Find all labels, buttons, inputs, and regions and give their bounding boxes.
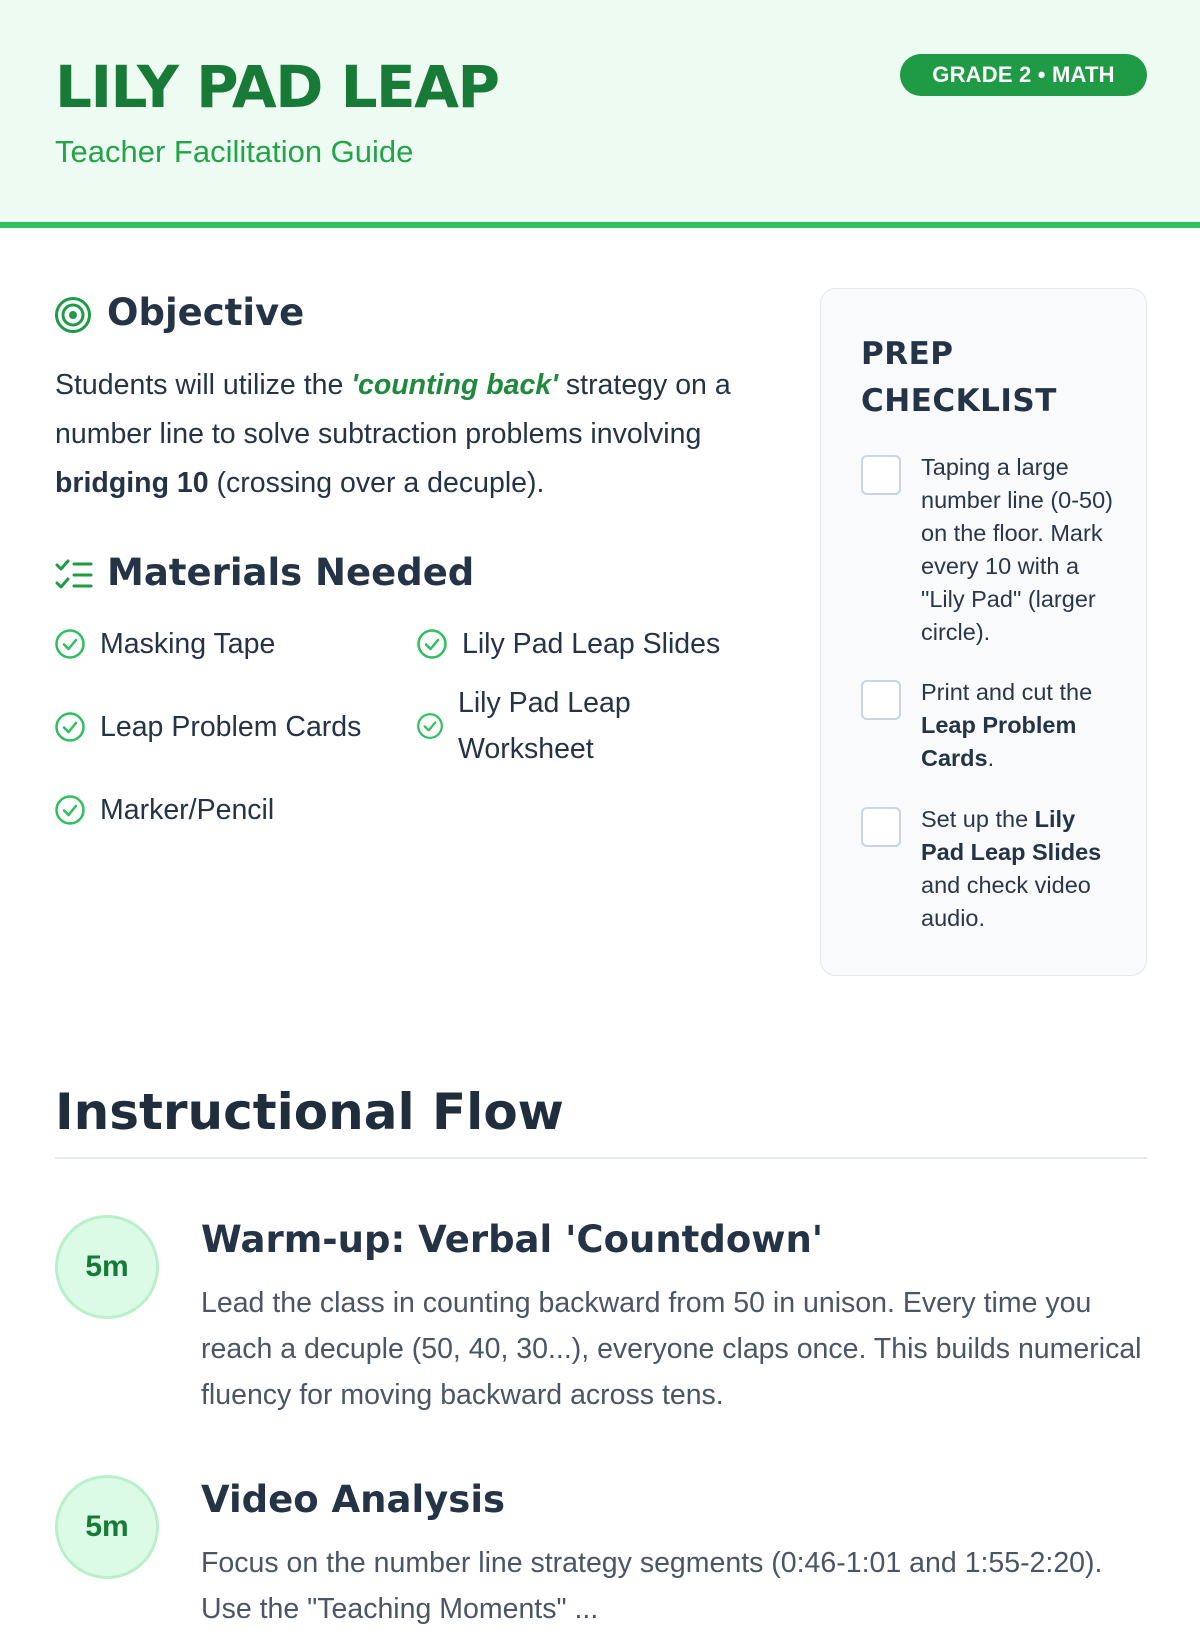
material-item: Lily Pad Leap Slides	[416, 621, 720, 667]
divider	[55, 1157, 1147, 1159]
prep-checklist-card	[820, 288, 1147, 976]
material-item: Marker/Pencil	[54, 787, 274, 833]
step-description: Lead the class in counting backward from 50 in unison. Every time you reach a decuple (50, 40, 30...), everyone claps once. This builds numerical fluency for moving backward across tens.	[201, 1287, 1142, 1411]
material-item: Lily Pad Leap Worksheet	[416, 680, 678, 772]
objective-text: Students will utilize the 'counting back' strategy on a number line to solve subtraction problems involving bridging 10 (crossing over a decuple).	[55, 369, 731, 499]
objective-strategy: 'counting back'	[351, 369, 558, 401]
step-time-badge: 5m	[55, 1215, 159, 1319]
prep-item-text: Print and cut the Leap Problem Cards.	[921, 679, 1093, 771]
material-item: Masking Tape	[54, 621, 275, 667]
check-circle-icon	[54, 628, 86, 660]
header	[0, 0, 1200, 228]
check-circle-icon	[416, 628, 448, 660]
target-icon	[54, 296, 92, 334]
material-item: Leap Problem Cards	[54, 704, 361, 750]
prep-item-text: Taping a large number line (0-50) on the floor. Mark every 10 with a "Lily Pad" (larger circle).	[921, 454, 1114, 645]
grade-badge: GRADE 2 • MATH	[900, 54, 1147, 96]
check-circle-icon	[54, 711, 86, 743]
checklist-icon	[56, 559, 92, 591]
page-subtitle: Teacher Facilitation Guide	[55, 134, 414, 169]
prep-checkbox[interactable]	[861, 807, 901, 847]
prep-item-text: Set up the Lily Pad Leap Slides and check video audio.	[921, 806, 1102, 931]
check-circle-icon	[54, 794, 86, 826]
prep-checkbox[interactable]	[861, 455, 901, 495]
materials-heading: Materials Needed	[107, 551, 475, 594]
step-title: Warm-up: Verbal 'Countdown'	[201, 1218, 824, 1261]
step-description: Focus on the number line strategy segments (0:46-1:01 and 1:55-2:20). Use the "Teaching Moments" ...	[201, 1547, 1103, 1625]
objective-bridging: bridging 10	[55, 467, 209, 499]
page-title: LILY PAD LEAP	[55, 53, 499, 121]
step-title: Video Analysis	[201, 1478, 506, 1521]
step-time-badge: 5m	[55, 1475, 159, 1579]
instructional-flow-heading: Instructional Flow	[55, 1083, 564, 1141]
check-circle-icon	[416, 712, 444, 740]
prep-checklist-title: PREP CHECKLIST	[861, 336, 1057, 419]
prep-checkbox[interactable]	[861, 680, 901, 720]
objective-heading: Objective	[107, 291, 305, 334]
